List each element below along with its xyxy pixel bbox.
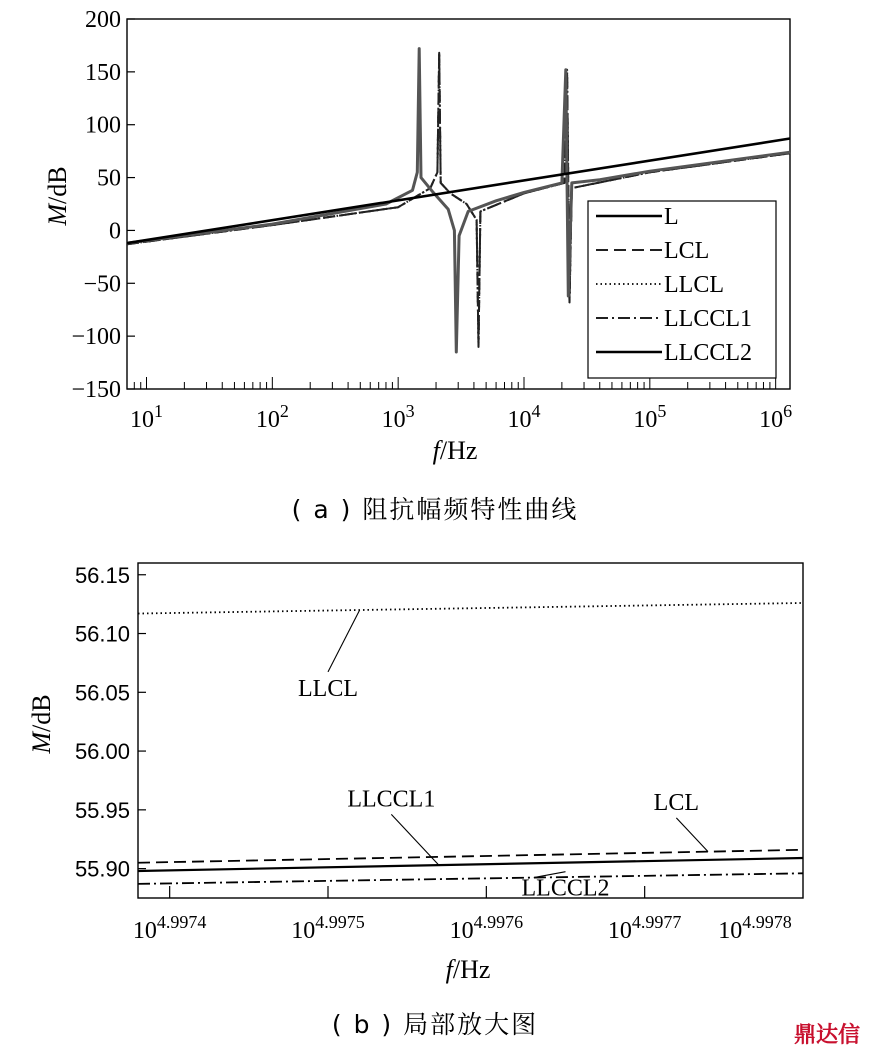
x-tick-label: $10^{4.9976}$ (449, 912, 524, 944)
y-tick-label: 0 (109, 218, 121, 245)
y-tick-label: 50 (97, 165, 121, 192)
annotation-leader (328, 610, 360, 672)
x-tick-label: $10^{4.9974}$ (132, 912, 207, 944)
y-tick-label: 56.05 (74, 680, 130, 706)
x-tick-label: $10^2$ (255, 401, 289, 433)
annotation-label-lcl: LCL (653, 789, 699, 816)
x-tick-label: $10^{4.9978}$ (718, 912, 792, 944)
panel-a-y-ticks (71, 7, 135, 403)
y-tick-label: 150 (85, 59, 121, 86)
panel-a-impedance-chart (43, 7, 792, 465)
series-line-llcl (138, 603, 803, 614)
annotation-label-llccl1: LLCCL1 (347, 786, 436, 813)
x-tick-label: $10^{4.9977}$ (607, 912, 682, 944)
annotation-label-llccl2: LLCCL2 (521, 875, 610, 902)
x-tick-label: $10^4$ (507, 401, 541, 433)
panel-a-x-ticks (127, 377, 792, 433)
x-tick-label: $10^6$ (759, 401, 793, 433)
caption-b: ( b ) 局部放大图 (331, 1010, 539, 1039)
panel-a-y-axis-label: M/dB (43, 166, 72, 226)
legend-label-llcl: LLCL (664, 272, 724, 298)
panel-a-x-axis-label: f/Hz (432, 436, 478, 465)
x-tick-label: $10^1$ (129, 401, 163, 433)
y-tick-label: 55.90 (74, 856, 130, 882)
panel-a-legend (588, 201, 776, 378)
x-tick-label: $10^{4.9975}$ (291, 912, 365, 944)
legend-label-l: L (664, 204, 679, 230)
legend-label-llccl1: LLCCL1 (664, 306, 752, 332)
panel-b-y-axis-label: M/dB (27, 694, 56, 754)
panel-b-zoom-chart (27, 563, 803, 984)
y-tick-label: −150 (71, 377, 121, 403)
panel-b-x-axis-label: f/Hz (445, 955, 491, 984)
caption-a: ( a ) 阻抗幅频特性曲线 (291, 495, 579, 524)
annotation-label-llcl: LLCL (298, 675, 358, 702)
y-tick-label: −50 (83, 271, 121, 298)
panel-b-frame (138, 563, 803, 898)
panel-b-x-ticks (133, 886, 792, 944)
series-line-llccl2 (138, 873, 803, 884)
y-tick-label: 200 (85, 7, 121, 33)
x-tick-label: $10^5$ (633, 401, 667, 433)
panel-b-series (138, 603, 803, 884)
x-tick-label: $10^3$ (381, 401, 415, 433)
legend-label-lcl: LCL (664, 238, 710, 264)
y-tick-label: 56.00 (74, 739, 130, 765)
y-tick-label: 55.95 (74, 797, 130, 823)
y-tick-label: 56.15 (74, 562, 130, 588)
annotation-leader (676, 818, 708, 852)
publisher-watermark: 鼎达信 (793, 1023, 860, 1048)
legend-label-llccl2: LLCCL2 (664, 340, 752, 366)
y-tick-label: 100 (85, 112, 121, 139)
y-tick-label: −100 (71, 324, 121, 351)
panel-b-y-ticks (75, 563, 146, 882)
y-tick-label: 56.10 (74, 621, 130, 647)
